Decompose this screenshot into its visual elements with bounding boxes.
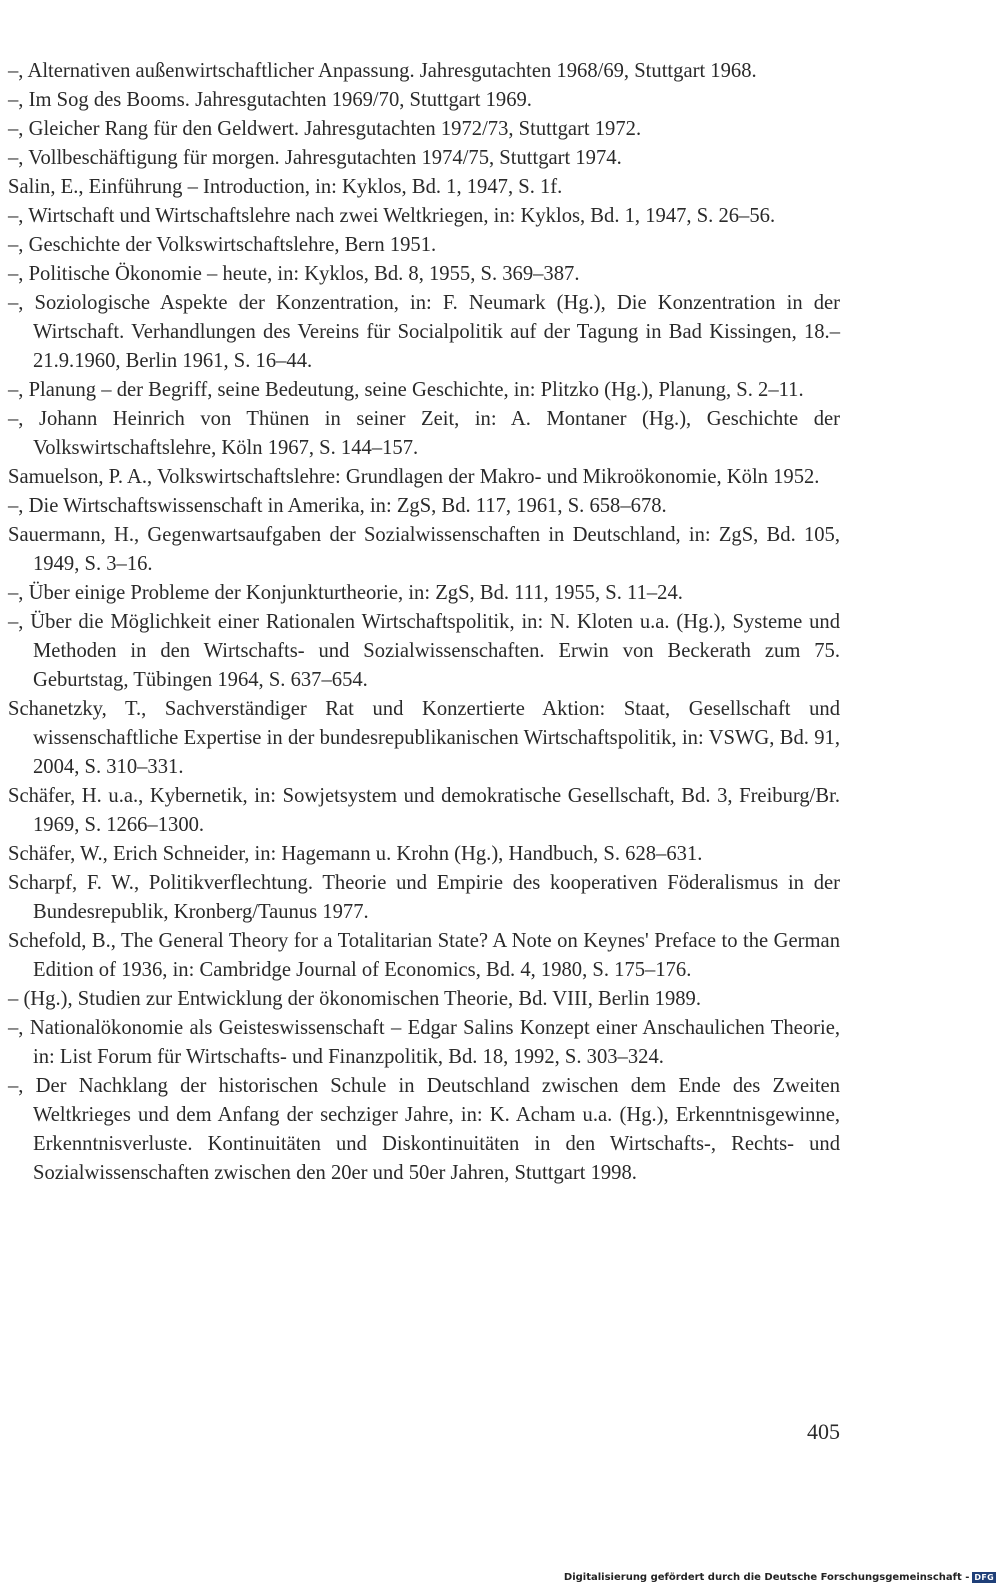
reference-entry: Schefold, B., The General Theory for a Totalitarian State? A Note on Keynes' Preface to the German Edition of 1936, in: Cambridge Journal of Economics, Bd. 4, 1980, S. 175–176. bbox=[8, 930, 840, 981]
reference-entry: –, Soziologische Aspekte der Konzentration, in: F. Neumark (Hg.), Die Konzentration in der Wirtschaft. Verhandlungen des Vereins für Socialpolitik auf der Tagung in Bad Kissingen, 18.–21.9.1960, Berlin 1961, S. 16–44. bbox=[8, 292, 840, 372]
reference-entry: Schäfer, W., Erich Schneider, in: Hagemann u. Krohn (Hg.), Handbuch, S. 628–631. bbox=[8, 843, 703, 865]
reference-entry: –, Planung – der Begriff, seine Bedeutung, seine Geschichte, in: Plitzko (Hg.), Planung, S. 2–11. bbox=[8, 379, 804, 401]
reference-entry: –, Die Wirtschaftswissenschaft in Amerika, in: ZgS, Bd. 117, 1961, S. 658–678. bbox=[8, 495, 667, 517]
reference-entry: –, Im Sog des Booms. Jahresgutachten 1969/70, Stuttgart 1969. bbox=[8, 89, 532, 111]
footer-text: Digitalisierung gefördert durch die Deutsche Forschungsgemeinschaft - bbox=[563, 1572, 970, 1583]
reference-entry: –, Geschichte der Volkswirtschaftslehre, Bern 1951. bbox=[8, 234, 437, 256]
reference-entry: – (Hg.), Studien zur Entwicklung der ökonomischen Theorie, Bd. VIII, Berlin 1989. bbox=[8, 988, 702, 1010]
reference-entry: –, Vollbeschäftigung für morgen. Jahresgutachten 1974/75, Stuttgart 1974. bbox=[8, 147, 622, 169]
reference-entry: –, Über die Möglichkeit einer Rationalen Wirtschaftspolitik, in: N. Kloten u.a. (Hg.), Systeme und Methoden in den Wirtschafts- und Sozialwissenschaften. Erwin von Beckerath zum 75. Geburtstag, Tübingen 1964, S. 637–654. bbox=[8, 611, 840, 691]
reference-entry: Samuelson, P. A., Volkswirtschaftslehre: Grundlagen der Makro- und Mikroökonomie, Köln 1952. bbox=[8, 466, 820, 488]
reference-entry: Schanetzky, T., Sachverständiger Rat und Konzertierte Aktion: Staat, Gesellschaft und wissenschaftliche Expertise in der bundesrepublikanischen Wirtschaftspolitik, in: VSWG, Bd. 91, 2004, S. 310–331. bbox=[8, 698, 840, 778]
bibliography-list bbox=[8, 57, 840, 1188]
reference-entry: Schäfer, H. u.a., Kybernetik, in: Sowjetsystem und demokratische Gesellschaft, Bd. 3, Freiburg/Br. 1969, S. 1266–1300. bbox=[8, 785, 840, 836]
reference-entry: –, Nationalökonomie als Geisteswissenschaft – Edgar Salins Konzept einer Anschaulichen Theorie, in: List Forum für Wirtschafts- und Finanzpolitik, Bd. 18, 1992, S. 303–324. bbox=[8, 1017, 840, 1068]
dfg-logo-icon: DFG bbox=[974, 1573, 994, 1582]
reference-entry: –, Politische Ökonomie – heute, in: Kyklos, Bd. 8, 1955, S. 369–387. bbox=[8, 263, 580, 285]
reference-entry: –, Johann Heinrich von Thünen in seiner Zeit, in: A. Montaner (Hg.), Geschichte der Volkswirtschaftslehre, Köln 1967, S. 144–157. bbox=[8, 408, 840, 459]
reference-entry: Sauermann, H., Gegenwartsaufgaben der Sozialwissenschaften in Deutschland, in: ZgS, Bd. 105, 1949, S. 3–16. bbox=[8, 524, 840, 575]
page-number: 405 bbox=[807, 1419, 840, 1444]
reference-entry: Scharpf, F. W., Politikverflechtung. Theorie und Empirie des kooperativen Föderalismus in der Bundesrepublik, Kronberg/Taunus 1977. bbox=[8, 872, 840, 923]
reference-entry: –, Der Nachklang der historischen Schule in Deutschland zwischen dem Ende des Zweiten Weltkrieges und dem Anfang der sechziger Jahre, in: K. Acham u.a. (Hg.), Erkenntnisgewinne, Erkenntnisverluste. Kontinuitäten und Diskontinuitäten in den Wirtschafts-, Rechts- und Sozialwissenschaften zwischen den 20er und 50er Jahren, Stuttgart 1998. bbox=[8, 1075, 840, 1184]
reference-entry: –, Über einige Probleme der Konjunkturtheorie, in: ZgS, Bd. 111, 1955, S. 11–24. bbox=[8, 582, 683, 604]
reference-entry: –, Alternativen außenwirtschaftlicher Anpassung. Jahresgutachten 1968/69, Stuttgart 1968. bbox=[8, 60, 757, 82]
reference-entry: Salin, E., Einführung – Introduction, in: Kyklos, Bd. 1, 1947, S. 1f. bbox=[8, 176, 563, 198]
reference-entry: –, Wirtschaft und Wirtschaftslehre nach zwei Weltkriegen, in: Kyklos, Bd. 1, 1947, S. 26–56. bbox=[8, 205, 776, 227]
digitization-footer bbox=[564, 1572, 996, 1583]
reference-entry: –, Gleicher Rang für den Geldwert. Jahresgutachten 1972/73, Stuttgart 1972. bbox=[8, 118, 642, 140]
